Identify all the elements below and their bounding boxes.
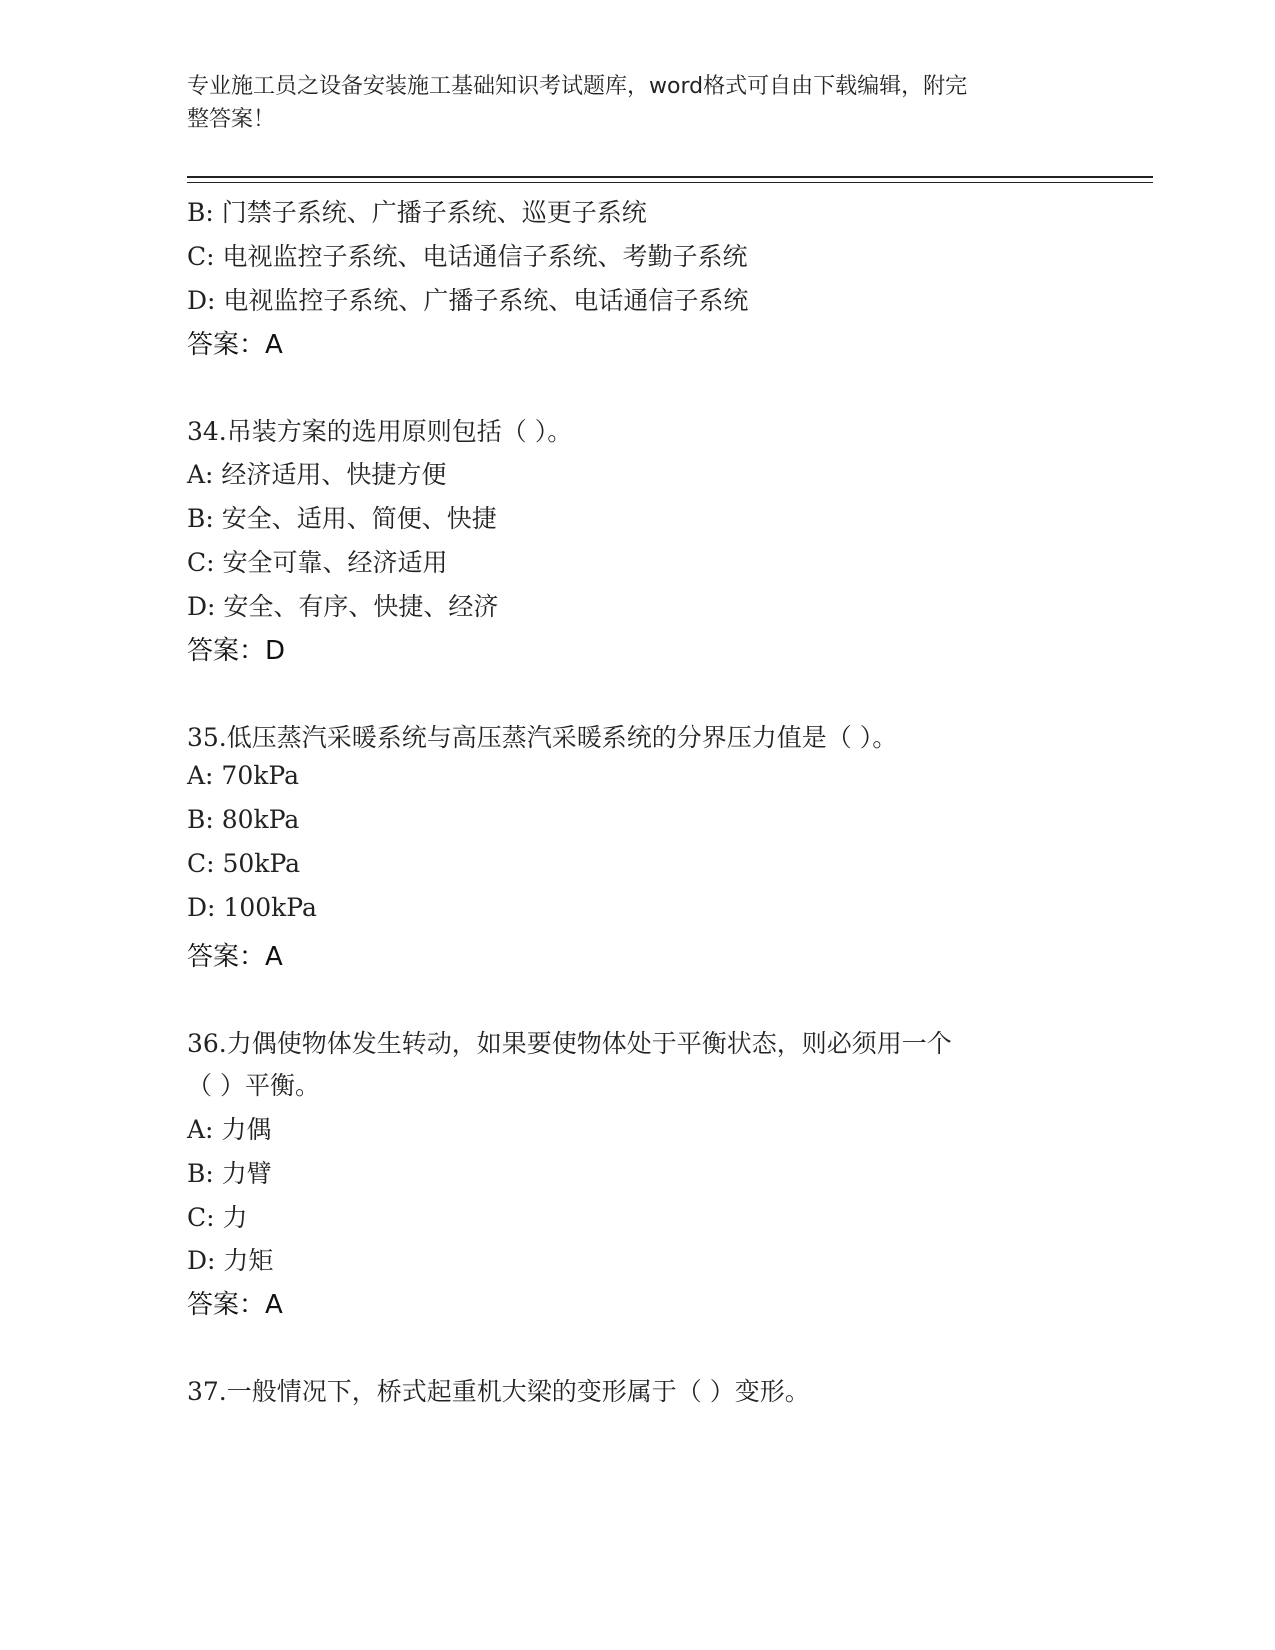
q34-answer: 答案：D: [187, 636, 286, 666]
q36-option-c: C: 力: [187, 1203, 248, 1232]
header-divider-thin: [187, 182, 1153, 183]
q33-answer: 答案：A: [187, 330, 283, 360]
q36-question-line-1: 36.力偶使物体发生转动，如果要使物体处于平衡状态，则必须用一个: [187, 1029, 952, 1058]
q33-option-c: C: 电视监控子系统、电话通信子系统、考勤子系统: [187, 242, 748, 271]
q35-option-c: C: 50kPa: [187, 849, 301, 878]
q36-option-d: D: 力矩: [187, 1246, 274, 1275]
q37-question: 37.一般情况下，桥式起重机大梁的变形属于（ ）变形。: [187, 1377, 810, 1406]
q36-answer: 答案：A: [187, 1290, 283, 1320]
q36-question-line-2: （ ）平衡。: [187, 1071, 320, 1100]
q35-option-a: A: 70kPa: [187, 761, 299, 790]
q35-question: 35.低压蒸汽采暖系统与高压蒸汽采暖系统的分界压力值是（ ）。: [187, 723, 898, 752]
q33-option-b: B: 门禁子系统、广播子系统、巡更子系统: [187, 198, 647, 227]
q36-option-a: A: 力偶: [187, 1115, 272, 1144]
document-header: [187, 70, 1067, 136]
q36-option-b: B: 力臂: [187, 1159, 272, 1188]
q35-option-b: B: 80kPa: [187, 805, 300, 834]
q35-answer: 答案：A: [187, 942, 283, 972]
q34-option-a: A: 经济适用、快捷方便: [187, 460, 447, 489]
header-title-line-2: 整答案！: [187, 107, 276, 132]
header-divider-thick: [187, 176, 1153, 178]
q34-option-d: D: 安全、有序、快捷、经济: [187, 592, 499, 621]
q35-option-d: D: 100kPa: [187, 893, 317, 922]
q33-option-d: D: 电视监控子系统、广播子系统、电话通信子系统: [187, 286, 749, 315]
header-title-line-1: 专业施工员之设备安装施工基础知识考试题库，word格式可自由下载编辑，附完: [187, 74, 968, 99]
q34-option-c: C: 安全可靠、经济适用: [187, 548, 448, 577]
q34-question: 34.吊装方案的选用原则包括（ ）。: [187, 417, 573, 446]
q34-option-b: B: 安全、适用、简便、快捷: [187, 504, 497, 533]
